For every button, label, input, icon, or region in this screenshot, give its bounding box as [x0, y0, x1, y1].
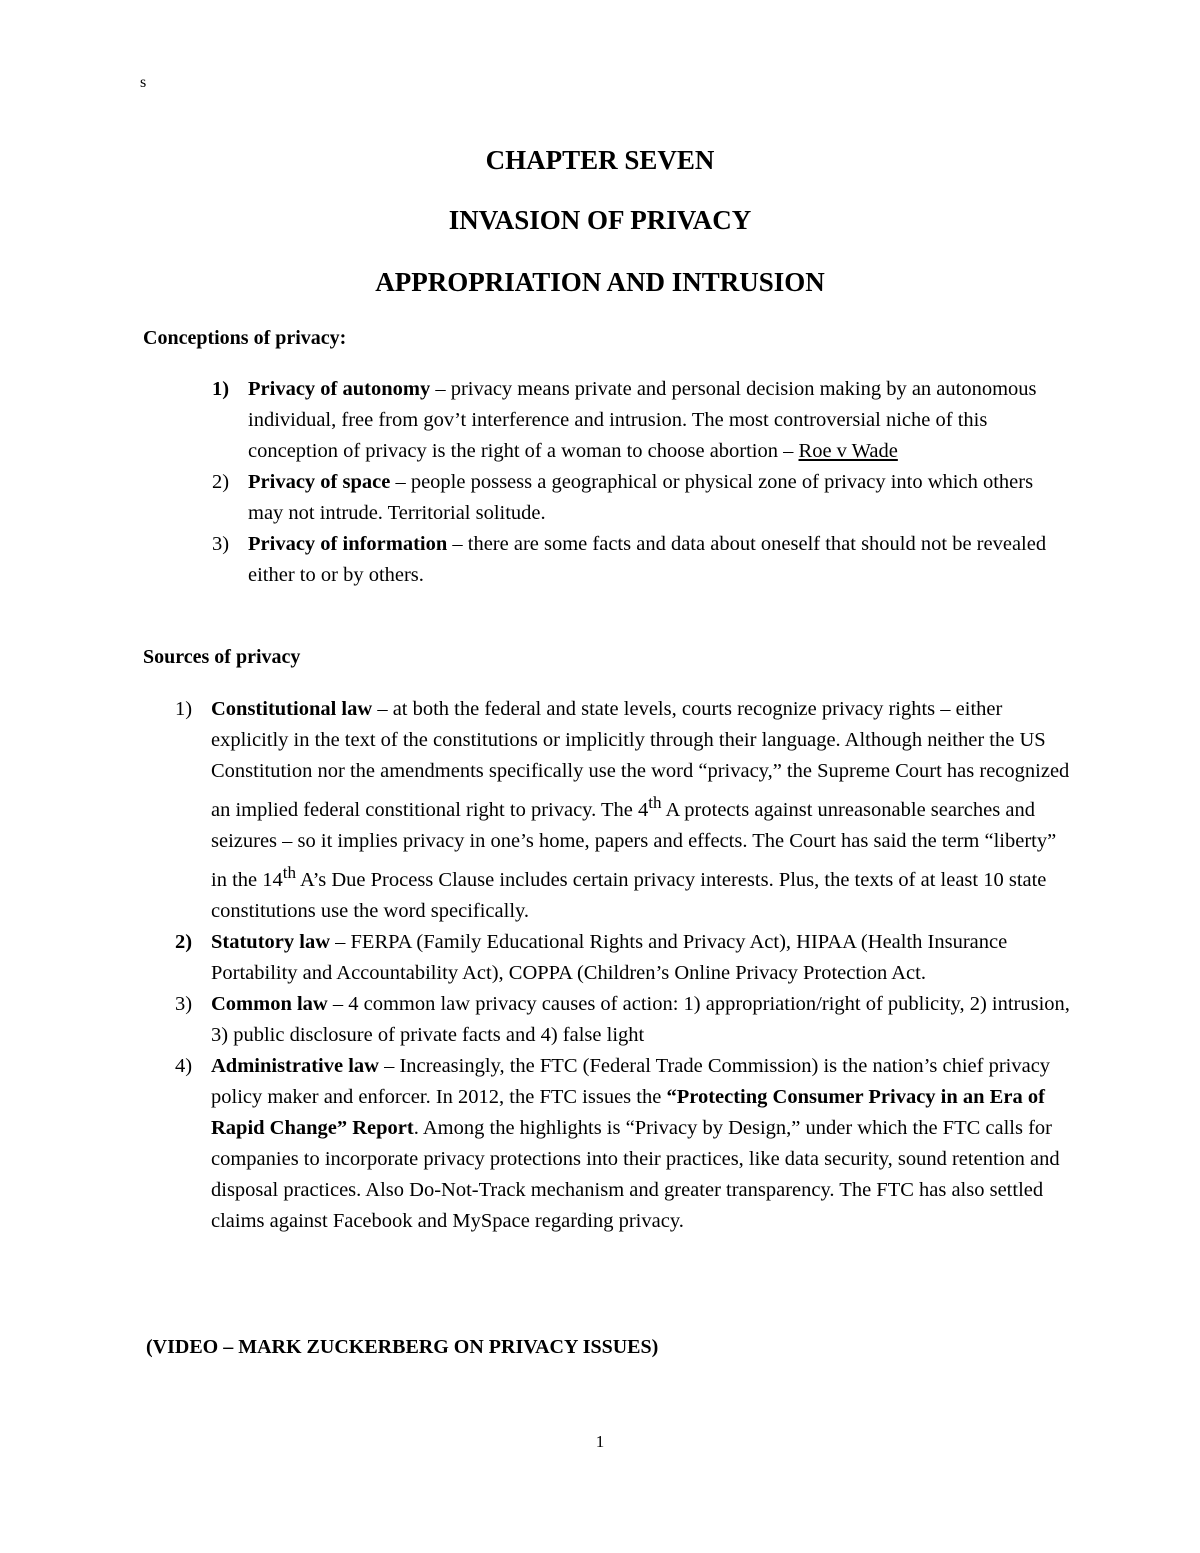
- subtitle: APPROPRIATION AND INTRUSION: [375, 267, 825, 297]
- item-text: . Among the highlights is “Privacy by Design,” under which the FTC calls for companies to incorporate privacy protections into their practices, like data security, sound retention and disposal practices. Also Do-Not-Track mechanism and greater transparency. The FTC has also settled claims against Facebook and MySpace regarding privacy.: [211, 1116, 1060, 1232]
- conceptions-heading: Conceptions of privacy:: [143, 327, 347, 349]
- item-number: 2): [212, 471, 230, 493]
- item-text: A’s Due Process Clause includes certain privacy interests. Plus, the texts of at least 10 state constitutions use the word specifically.: [211, 868, 1047, 922]
- item-text: – FERPA (Family Educational Rights and Privacy Act), HIPAA (Health Insurance Portability and Accountability Act), COPPA (Children’s Online Privacy Protection Act.: [211, 930, 1008, 984]
- superscript: th: [282, 862, 297, 882]
- item-text: – people possess a geographical or physical zone of privacy into which others may not intrude. Territorial solitude.: [248, 471, 1034, 524]
- item-number: 1): [212, 378, 230, 400]
- item-term: Statutory law: [211, 930, 331, 953]
- sources-heading: Sources of privacy: [143, 646, 301, 668]
- item-text: A protects against unreasonable searches and seizures – so it implies privacy in one’s home, papers and effects. The Court has said the term “liberty” in the 14: [211, 798, 1057, 891]
- superscript: th: [648, 793, 662, 812]
- item-number: 1): [175, 698, 193, 720]
- sources-list: [175, 694, 1075, 1237]
- item-text: – there are some facts and data about oneself that should not be revealed either to or by others.: [248, 533, 1047, 586]
- list-item: [212, 374, 1072, 467]
- corner-mark: s: [140, 74, 147, 91]
- item-number: 3): [212, 533, 230, 555]
- video-note: (VIDEO – MARK ZUCKERBERG ON PRIVACY ISSUES): [146, 1336, 659, 1358]
- item-text: – at both the federal and state levels, courts recognize privacy rights – either explicitly in the text of the constitutions or implicitly through their language. Although neither the US Constitution nor the amendments specifically use the word “privacy,” the Supreme Court has recognized an implied federal constitional right to privacy. The 4: [211, 698, 1070, 821]
- item-term: Administrative law: [211, 1054, 379, 1077]
- list-item: [212, 529, 1072, 591]
- list-item: [175, 1051, 1075, 1237]
- item-term: Constitutional law: [211, 698, 373, 720]
- page-number: 1: [595, 1432, 605, 1451]
- item-text: – 4 common law privacy causes of action: 1) appropriation/right of publicity, 2) intrusion, 3) public disclosure of private facts and 4) false light: [211, 992, 1070, 1046]
- item-number: 2): [175, 930, 193, 953]
- list-item: [175, 927, 1075, 989]
- item-number: 4): [175, 1054, 193, 1077]
- item-term: Privacy of autonomy: [248, 378, 431, 400]
- list-item: [175, 989, 1075, 1051]
- item-term: Common law: [211, 992, 328, 1015]
- subject-title: INVASION OF PRIVACY: [448, 205, 752, 235]
- list-item: [212, 467, 1072, 529]
- report-title: “Protecting Consumer Privacy in an Era of Rapid Change” Report: [211, 1085, 1045, 1139]
- conceptions-list: [212, 374, 1072, 591]
- item-text: – privacy means private and personal decision making by an autonomous individual, free from gov’t interference and intrusion. The most controversial niche of this conception of privacy is the right of a woman to choose abortion –: [248, 378, 1037, 462]
- chapter-title: CHAPTER SEVEN: [485, 145, 715, 175]
- case-name: Roe v Wade: [798, 440, 898, 462]
- item-text: – Increasingly, the FTC (Federal Trade Commission) is the nation’s chief privacy policy maker and enforcer. In 2012, the FTC issues the: [211, 1054, 1051, 1108]
- item-number: 3): [175, 992, 193, 1015]
- item-term: Privacy of space: [248, 471, 391, 493]
- list-item: [175, 694, 1075, 927]
- item-term: Privacy of information: [248, 533, 448, 555]
